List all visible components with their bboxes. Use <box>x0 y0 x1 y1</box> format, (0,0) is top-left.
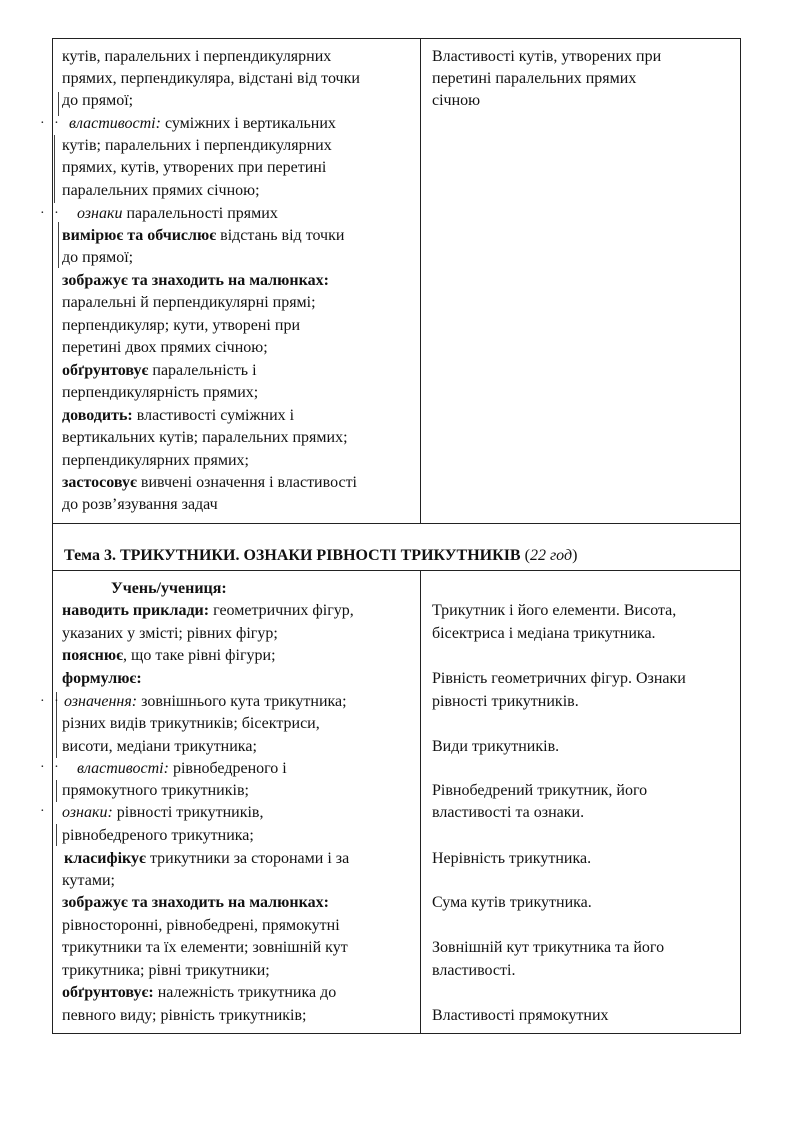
list-marker: · · <box>40 694 62 709</box>
text-line <box>62 405 294 427</box>
term-depicts: зображує та знаходить на малюнках: <box>62 894 329 911</box>
term-justifies: обґрунтовує <box>62 362 149 379</box>
term-properties: властивості: <box>69 115 161 132</box>
text-line: до розв’язування задач <box>62 496 218 513</box>
text-line <box>62 982 336 1004</box>
content-line: рівності трикутників. <box>432 693 579 710</box>
term-depicts: зображує та знаходить на малюнках: <box>62 272 329 289</box>
text-line: певного виду; рівність трикутників; <box>62 1007 307 1024</box>
text-fragment: належність трикутника до <box>157 984 337 1001</box>
list-marker: · <box>40 804 48 819</box>
table-border-top <box>52 38 741 39</box>
text-line: вертикальних кутів; паралельних прямих; <box>62 429 348 446</box>
bracket-mark <box>56 780 57 802</box>
row-divider-1 <box>52 523 741 524</box>
text-line: перетині двох прямих січною; <box>62 339 268 356</box>
term-examples: наводить приклади: <box>62 602 210 619</box>
text-line <box>64 691 347 713</box>
text-line <box>62 225 344 247</box>
row-divider-2 <box>52 570 741 571</box>
list-marker: · · <box>40 116 62 131</box>
content-line: Нерівність трикутника. <box>432 850 592 867</box>
term-explains: пояснює <box>62 647 124 664</box>
content-line: властивості. <box>432 962 516 979</box>
list-marker: · · <box>40 206 62 221</box>
table-border-left <box>52 38 53 1034</box>
topic-title: Тема 3. ТРИКУТНИКИ. ОЗНАКИ РІВНОСТІ ТРИКУТНИКІВ <box>64 547 521 564</box>
student-label: Учень/учениця: <box>111 580 227 597</box>
term-properties: властивості: <box>77 760 169 777</box>
list-marker: · · <box>40 760 62 775</box>
text-fragment: вивчені означення і властивості <box>140 474 357 491</box>
topic-hours: 22 год <box>529 547 573 564</box>
text-fragment: паралельності прямих <box>126 205 278 222</box>
text-line: кутами; <box>62 872 115 889</box>
text-line: до прямої; <box>62 92 134 109</box>
content-line: перетині паралельних прямих <box>432 70 637 87</box>
text-line: трикутники та їх елементи; зовнішній кут <box>62 939 348 956</box>
text-line: прямих, перпендикуляра, відстані від точки <box>62 70 360 87</box>
text-fragment: , що таке рівні фігури; <box>123 647 276 664</box>
text-fragment: рівнобедреного і <box>172 760 287 777</box>
table-border-right <box>740 38 741 1034</box>
term-formulates: формулює: <box>62 670 142 687</box>
term-proves: доводить: <box>62 407 133 424</box>
content-line: Види трикутників. <box>432 738 560 755</box>
text-line <box>69 113 336 135</box>
text-line <box>62 472 357 494</box>
text-line: указаних у змісті; рівних фігур; <box>62 625 278 642</box>
content-line: Рівність геометричних фігур. Ознаки <box>432 670 686 687</box>
bracket-mark <box>54 135 55 203</box>
term-justifies: обґрунтовує: <box>62 984 154 1001</box>
topic-hours-open: ( <box>524 547 530 564</box>
text-line <box>64 848 349 870</box>
text-line: перпендикулярних прямих; <box>62 452 249 469</box>
text-line <box>62 360 257 382</box>
text-line: до прямої; <box>62 249 134 266</box>
content-line: Трикутник і його елементи. Висота, <box>432 602 677 619</box>
topic-header <box>64 545 577 567</box>
text-line: різних видів трикутників; бісектриси, <box>62 715 320 732</box>
text-line <box>77 203 278 225</box>
text-line <box>62 802 263 824</box>
content-line: січною <box>432 92 481 109</box>
content-line: Сума кутів трикутника. <box>432 894 592 911</box>
term-signs: ознаки: <box>62 804 113 821</box>
term-signs: ознаки <box>77 205 123 222</box>
text-fragment: зовнішнього кута трикутника; <box>141 693 347 710</box>
column-divider-top <box>420 38 421 524</box>
text-fragment: відстань від точки <box>220 227 345 244</box>
content-line: Зовнішній кут трикутника та його <box>432 939 665 956</box>
text-fragment: рівності трикутників, <box>116 804 264 821</box>
column-divider-bottom <box>420 570 421 1034</box>
term-classifies: класифікує <box>64 850 146 867</box>
content-line: Рівнобедрений трикутник, його <box>432 782 648 799</box>
text-fragment: паралельність і <box>152 362 257 379</box>
text-line: рівносторонні, рівнобедрені, прямокутні <box>62 917 340 934</box>
text-fragment: властивості суміжних і <box>136 407 295 424</box>
content-line: Властивості прямокутних <box>432 1007 609 1024</box>
text-line: прямих, кутів, утворених при перетині <box>62 159 327 176</box>
text-fragment: трикутники за сторонами і за <box>149 850 350 867</box>
text-line: трикутника; рівні трикутники; <box>62 962 270 979</box>
bracket-mark <box>56 824 57 846</box>
content-line: властивості та ознаки. <box>432 804 585 821</box>
topic-hours-close: ) <box>572 547 578 564</box>
text-line <box>62 645 276 667</box>
text-line <box>62 600 354 622</box>
text-line: паралельні й перпендикулярні прямі; <box>62 294 316 311</box>
term-applies: застосовує <box>62 474 137 491</box>
text-fragment: суміжних і вертикальних <box>164 115 336 132</box>
text-line: кутів, паралельних і перпендикулярних <box>62 48 332 65</box>
content-line: бісектриса і медіана трикутника. <box>432 625 656 642</box>
text-line: перпендикулярність прямих; <box>62 384 259 401</box>
text-fragment: геометричних фігур, <box>213 602 354 619</box>
text-line: перпендикуляр; кути, утворені при <box>62 317 300 334</box>
text-line: прямокутного трикутників; <box>62 782 249 799</box>
text-line: рівнобедреного трикутника; <box>62 827 254 844</box>
text-line <box>77 758 287 780</box>
text-line: висоти, медіани трикутника; <box>62 738 257 755</box>
bracket-mark <box>58 222 59 268</box>
content-line: Властивості кутів, утворених при <box>432 48 662 65</box>
term-measures: вимірює та обчислює <box>62 227 217 244</box>
term-definitions: означення: <box>64 693 138 710</box>
text-line: кутів; паралельних і перпендикулярних <box>62 137 332 154</box>
table-border-bottom <box>52 1033 741 1034</box>
text-line: паралельних прямих січною; <box>62 182 260 199</box>
